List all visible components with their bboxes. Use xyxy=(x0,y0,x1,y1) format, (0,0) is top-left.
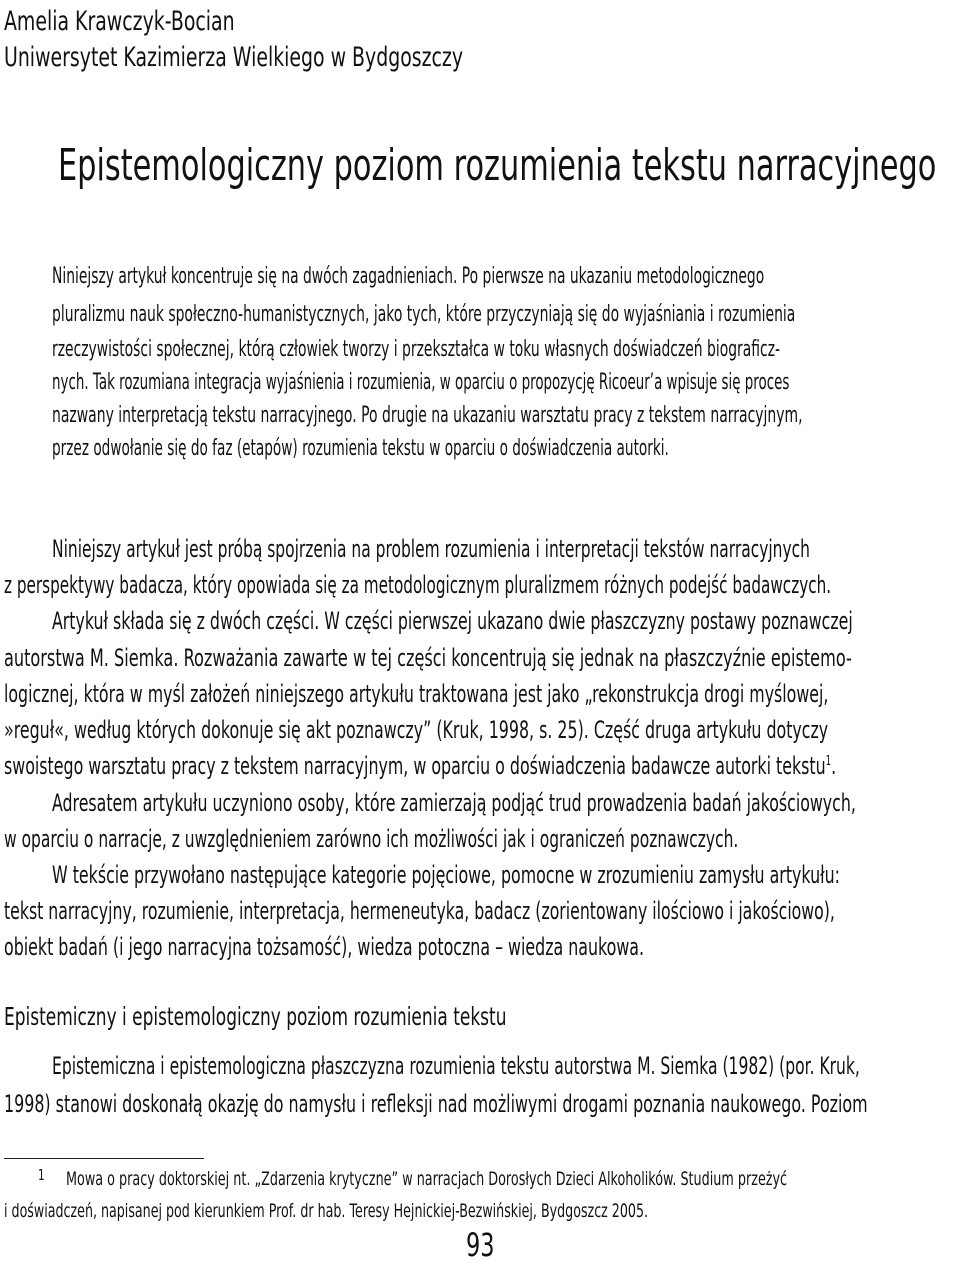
body-line: »reguł«, według których dokonuje się akt poznawczy” (Kruk, 1998, s. 25). Część druga artykułu dotyczy xyxy=(4,716,829,744)
abstract-line: rzeczywistości społecznej, którą człowiek tworzy i przekształca w toku własnych doświadczeń biograficz- xyxy=(52,337,781,362)
body-line: z perspektywy badacza, który opowiada się za metodologicznym pluralizmem różnych podejść badawczych. xyxy=(4,571,832,599)
abstract-line: nazwany interpretacją tekstu narracyjnego. Po drugie na ukazaniu warsztatu pracy z tekstem narracyjnym, xyxy=(52,403,803,428)
body-line: W tekście przywołano następujące kategorie pojęciowe, pomocne w zrozumieniu zamysłu artykułu: xyxy=(52,861,841,889)
page-number: 93 xyxy=(466,1226,495,1264)
section-line: 1998) stanowi doskonałą okazję do namysłu i refleksji nad możliwymi drogami poznania naukowego. Poziom xyxy=(4,1090,868,1118)
footnote-line: Mowa o pracy doktorskiej nt. „Zdarzenia krytyczne” w narracjach Dorosłych Dzieci Alkoholików. Studium przeżyć xyxy=(66,1168,788,1190)
footnote-rule xyxy=(4,1158,204,1159)
body-line: w oparciu o narracje, z uwzględnieniem zarówno ich możliwości jak i ograniczeń poznawczych. xyxy=(4,825,739,853)
abstract-line: przez odwołanie się do faz (etapów) rozumienia tekstu w oparciu o doświadczenia autorki. xyxy=(52,436,669,461)
body-line: Artykuł składa się z dwóch części. W części pierwszej ukazano dwie płaszczyzny postawy poznawczej xyxy=(52,607,853,635)
body-line: autorstwa M. Siemka. Rozważania zawarte w tej części koncentrują się jednak na płaszczyźnie epistemo- xyxy=(4,644,852,672)
section-line: Epistemiczna i epistemologiczna płaszczyzna rozumienia tekstu autorstwa M. Siemka (1982) (por. Kruk, xyxy=(52,1052,860,1080)
author-name: Amelia Krawczyk-Bocian xyxy=(4,6,235,37)
article-title: Epistemologiczny poziom rozumienia tekstu narracyjnego xyxy=(58,140,937,191)
body-line: logicznej, która w myśl założeń niniejszego artykułu traktowana jest jako „rekonstrukcja drogi myślowej, xyxy=(4,680,829,708)
body-line: obiekt badań (i jego narracyjna tożsamość), wiedza potoczna – wiedza naukowa. xyxy=(4,933,645,961)
footnote-ref-tail: . xyxy=(831,752,837,780)
body-line: Adresatem artykułu uczyniono osoby, które zamierzają podjąć trud prowadzenia badań jakościowych, xyxy=(52,789,856,817)
body-line-text: swoistego warsztatu pracy z tekstem narracyjnym, w oparciu o doświadczenia badawcze autorki tekstu xyxy=(4,752,826,780)
footnote-reference: 1 xyxy=(825,754,832,769)
body-line: Niniejszy artykuł jest próbą spojrzenia na problem rozumienia i interpretacji tekstów narracyjnych xyxy=(52,535,810,563)
body-line xyxy=(4,752,836,780)
abstract-line: nych. Tak rozumiana integracja wyjaśnienia i rozumienia, w oparciu o propozycję Ricoeur’a wpisuje się proces xyxy=(52,370,790,395)
author-affiliation: Uniwersytet Kazimierza Wielkiego w Bydgoszczy xyxy=(4,42,464,73)
body-line: tekst narracyjny, rozumienie, interpretacja, hermeneutyka, badacz (zorientowany ilościowo i jakościowo), xyxy=(4,897,835,925)
footnote-line: i doświadczeń, napisanej pod kierunkiem Prof. dr hab. Teresy Hejnickiej-Bezwińskiej, Bydgoszcz 2005. xyxy=(4,1200,649,1222)
abstract-line: Niniejszy artykuł koncentruje się na dwóch zagadnieniach. Po pierwsze na ukazaniu metodologicznego xyxy=(52,264,765,289)
abstract-line: pluralizmu nauk społeczno-humanistycznych, jako tych, które przyczyniają się do wyjaśniania i rozumienia xyxy=(52,302,796,327)
section-heading: Epistemiczny i epistemologiczny poziom rozumienia tekstu xyxy=(4,1002,507,1031)
footnote-number: 1 xyxy=(38,1166,45,1184)
